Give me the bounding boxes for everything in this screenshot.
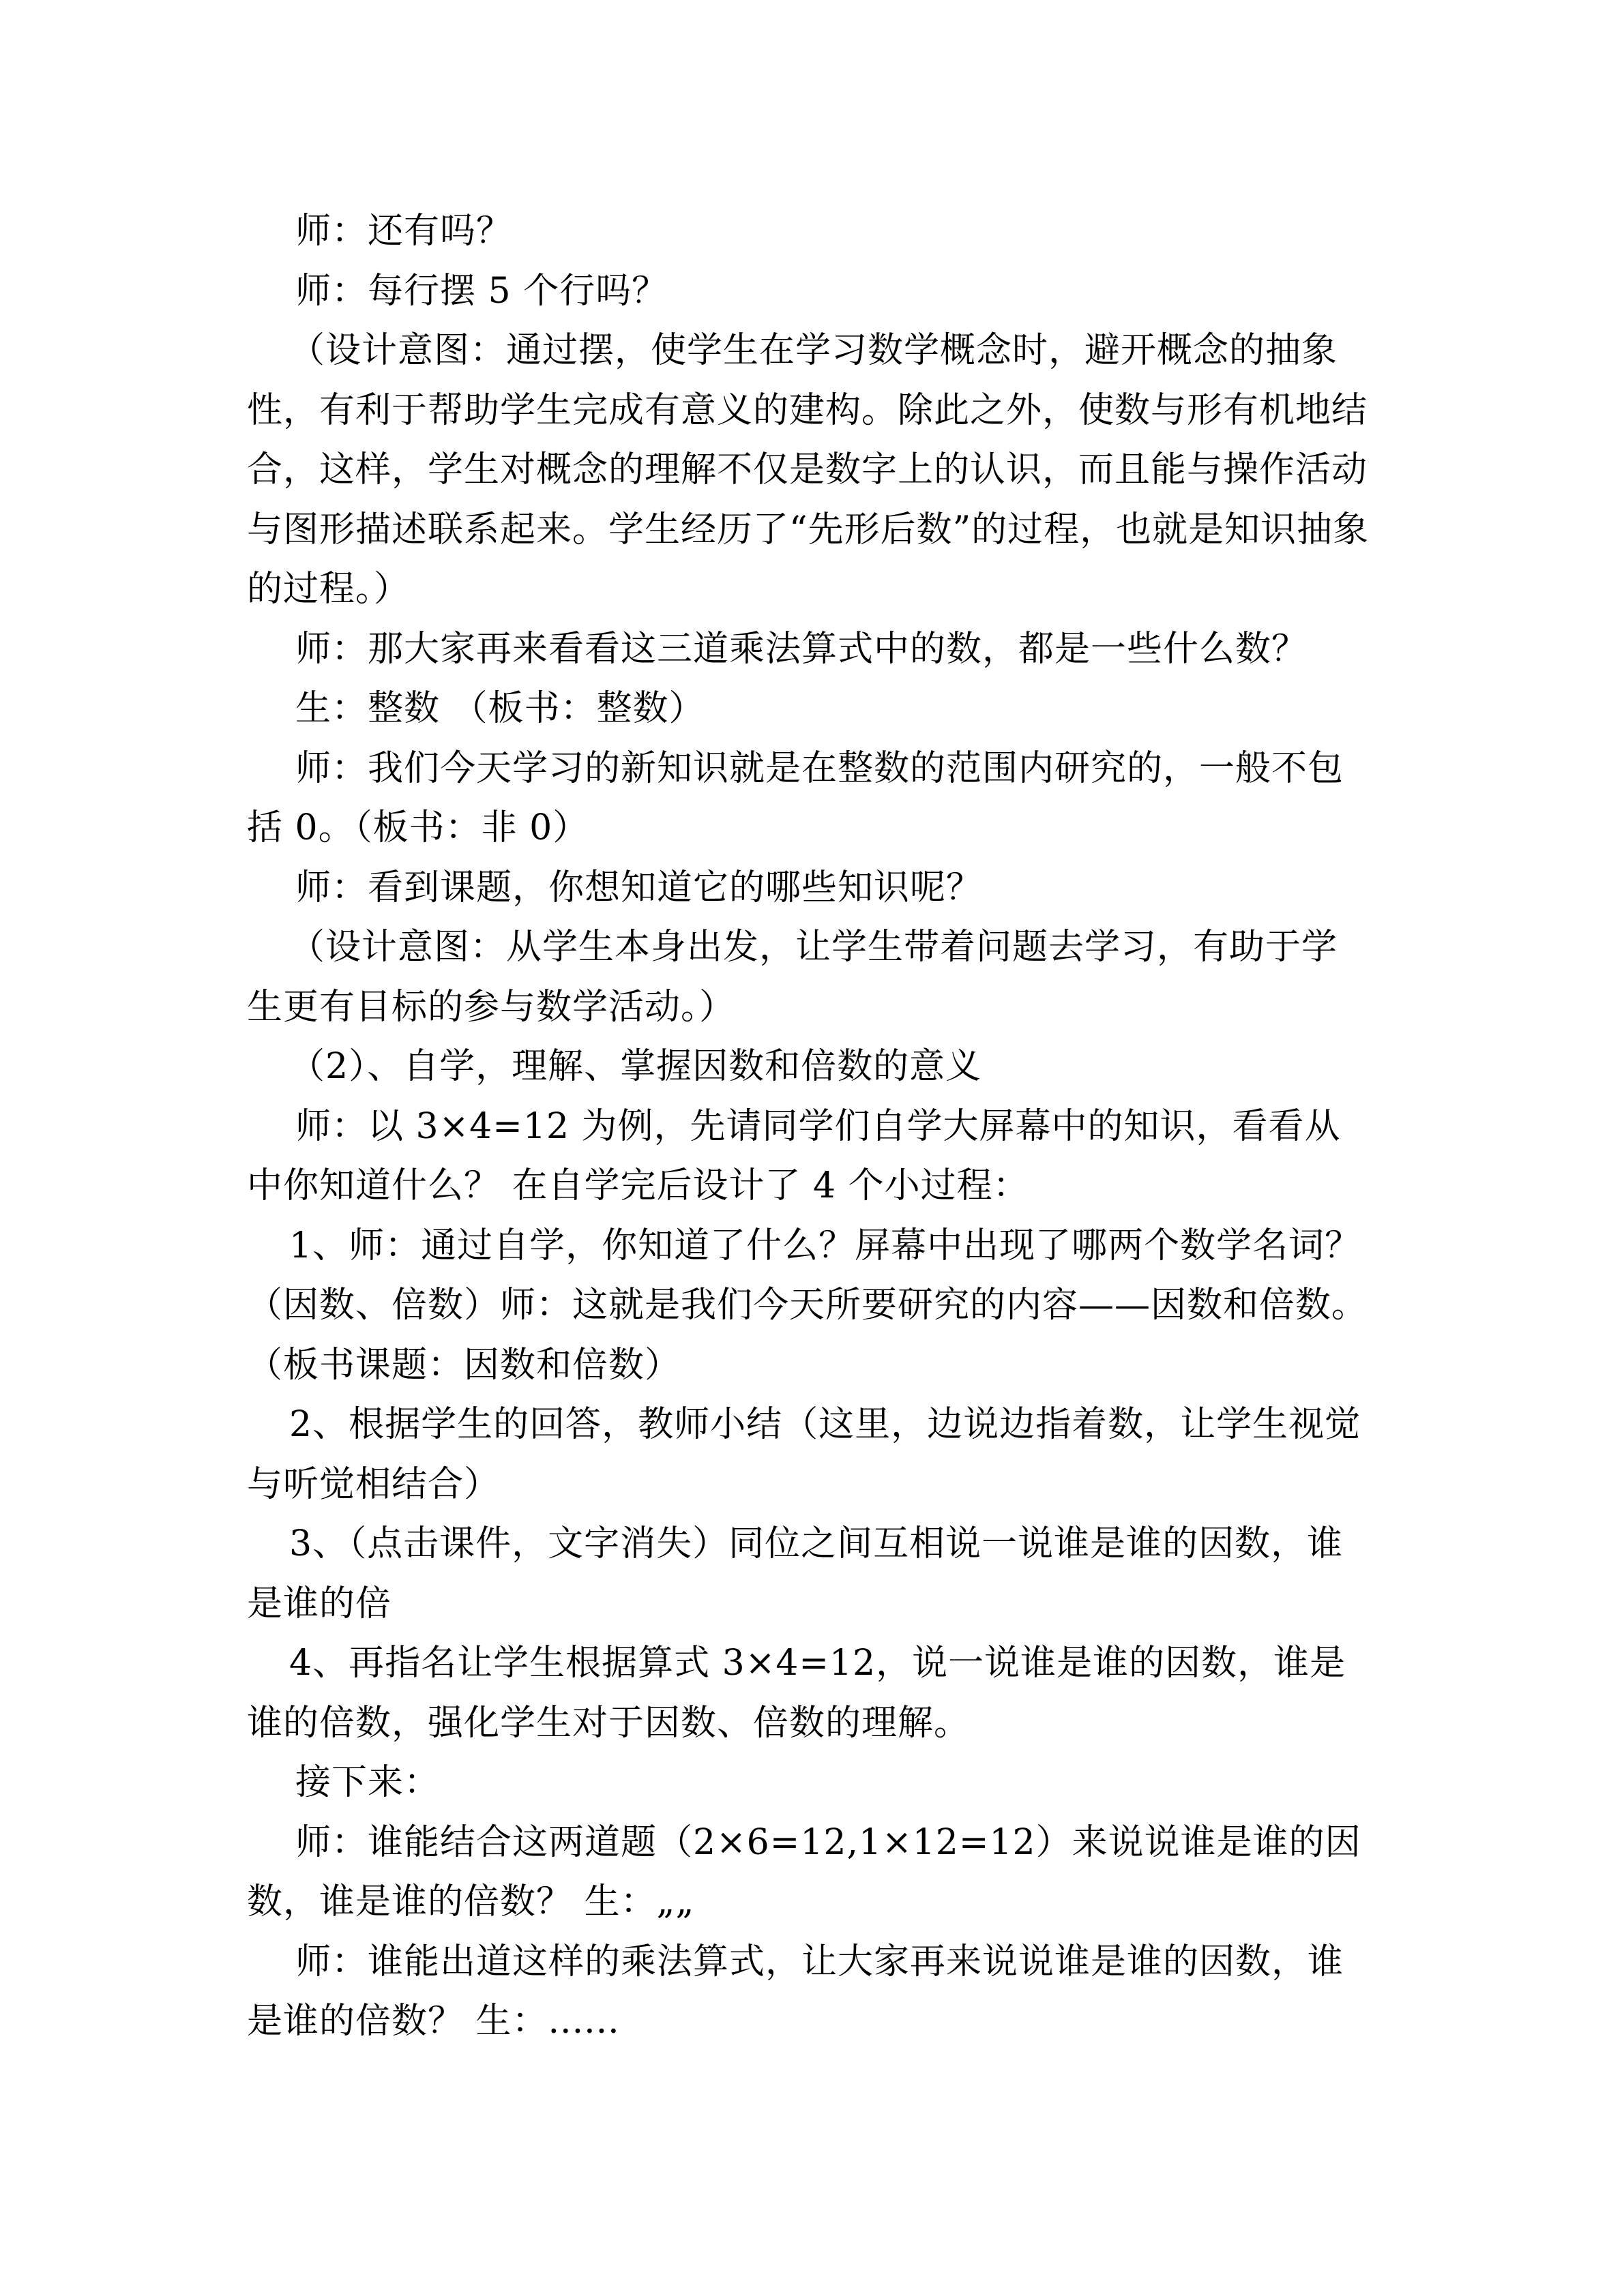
- dialogue-paragraph: 师：以 3×4=12 为例，先请同学们自学大屏幕中的知识，看看从中你知道什么？ 在自学完后设计了 4 个小过程：: [247, 1105, 1341, 1206]
- design-intent-paragraph: （设计意图：从学生本身出发，让学生带着问题去学习，有助于学生更有目标的参与数学活动。）: [247, 927, 1338, 1028]
- dialogue-paragraph: 师：看到课题，你想知道它的哪些知识呢？: [295, 867, 983, 908]
- dialogue-paragraph: 生：整数 （板书：整数）: [295, 688, 705, 729]
- dialogue-paragraph: 师：谁能出道这样的乘法算式，让大家再来说说谁是谁的因数，谁是谁的倍数？ 生：......: [247, 1941, 1344, 2042]
- document-page: [247, 202, 1371, 2052]
- dialogue-paragraph: 师：那大家再来看看这三道乘法算式中的数，都是一些什么数？: [295, 628, 1308, 670]
- dialogue-paragraph: 师：每行摆 5 个行吗？: [295, 270, 668, 312]
- dialogue-paragraph: 师：我们今天学习的新知识就是在整数的范围内研究的，一般不包括 0。（板书：非 0）: [247, 747, 1344, 848]
- numbered-step: 4、再指名让学生根据算式 3×4=12，说一说谁是谁的因数，谁是谁的倍数，强化学生对于因数、倍数的理解。: [247, 1643, 1346, 1744]
- numbered-step: 2、根据学生的回答，教师小结（这里，边说边指着数，让学生视觉与听觉相结合）: [247, 1404, 1361, 1505]
- section-heading: （2）、自学，理解、掌握因数和倍数的意义: [289, 1046, 982, 1087]
- dialogue-paragraph: 师：还有吗？: [295, 211, 513, 252]
- numbered-step: 3、（点击课件，文字消失）同位之间互相说一说谁是谁的因数，谁是谁的倍: [247, 1523, 1344, 1624]
- numbered-step: 1、师：通过自学，你知道了什么？屏幕中出现了哪两个数学名词？（因数、倍数）师：这就是我们今天所要研究的内容——因数和倍数。（板书课题：因数和倍数）: [247, 1225, 1368, 1386]
- dialogue-paragraph: 师：谁能结合这两道题（2×6=12,1×12=12）来说说谁是谁的因数，谁是谁的倍数？ 生：„„: [247, 1821, 1361, 1922]
- transition-line: 接下来：: [295, 1762, 441, 1803]
- design-intent-paragraph: （设计意图：通过摆，使学生在学习数学概念时，避开概念的抽象性，有利于帮助学生完成有意义的建构。除此之外，使数与形有机地结合，这样，学生对概念的理解不仅是数字上的认识，而且能与操作活动与图形描述联系起来。学生经历了“先形后数”的过程，也就是知识抽象的过程。）: [247, 330, 1370, 610]
